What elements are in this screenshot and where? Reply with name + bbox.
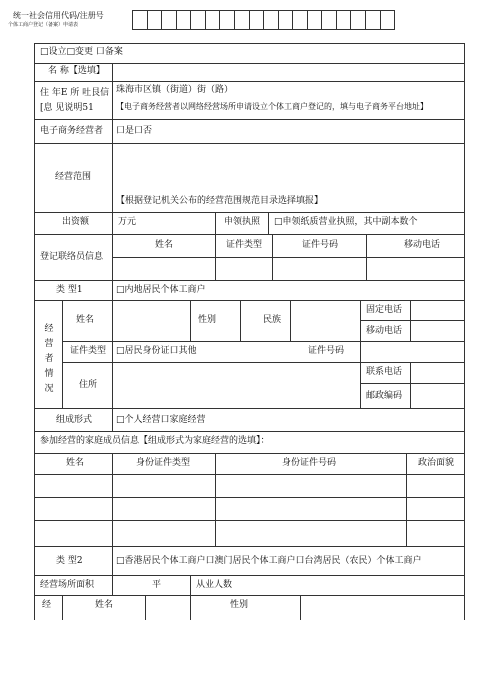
address-note: 【电子商务经营者以网络经营场所申请设立个体工商户登记的，填与电子商务平台地址】 xyxy=(116,102,428,111)
col-line xyxy=(112,453,113,546)
row-line xyxy=(34,81,464,82)
operator-label-char: 者 xyxy=(44,354,54,364)
col-line xyxy=(240,300,241,341)
col-line xyxy=(366,234,367,280)
row-line xyxy=(34,431,464,432)
col-line xyxy=(268,212,269,234)
row-line xyxy=(360,320,464,321)
name-label: 名 称【选填】 xyxy=(48,66,105,76)
col-line xyxy=(190,575,191,595)
operator-label-char: 情 xyxy=(44,369,54,379)
credit-code-cell[interactable] xyxy=(190,11,205,29)
row-line xyxy=(34,497,464,498)
table-border-top xyxy=(34,43,464,44)
capital-label: 出资额 xyxy=(62,217,90,227)
op-name-label: 姓名 xyxy=(76,315,95,325)
org-form-options[interactable]: □个人经营口家庭经营 xyxy=(116,415,206,425)
credit-code-cell[interactable] xyxy=(365,11,380,29)
row-line xyxy=(34,300,464,301)
credit-code-label: 统一社会信用代码/注册号 xyxy=(13,11,104,20)
credit-code-cell[interactable] xyxy=(205,11,220,29)
op-fixed-phone-label: 固定电话 xyxy=(366,305,403,315)
family-col-name: 姓名 xyxy=(66,458,85,468)
col-line xyxy=(215,453,216,546)
row-line xyxy=(34,408,464,409)
area-unit: 平 xyxy=(152,580,162,590)
op-ethnic-label: 民族 xyxy=(263,315,282,325)
type1-label: 类 型1 xyxy=(56,285,83,295)
credit-code-cell[interactable] xyxy=(350,11,365,29)
row-line xyxy=(34,575,464,576)
staff-label: 从业人数 xyxy=(196,580,233,590)
ecommerce-label: 电子商务经营者 xyxy=(40,126,104,136)
family-note: 参加经营的家庭成员信息【组成形式为家庭经营的选填】： xyxy=(40,436,270,446)
row-line xyxy=(34,474,464,475)
credit-code-cell[interactable] xyxy=(307,11,322,29)
row-line xyxy=(360,383,464,384)
col-line xyxy=(145,595,146,620)
row-line xyxy=(34,546,464,547)
row-line xyxy=(112,257,464,258)
ecommerce-options[interactable]: 口是口否 xyxy=(116,126,153,136)
row-line xyxy=(34,143,464,144)
credit-code-cell[interactable] xyxy=(292,11,307,29)
credit-code-cell[interactable] xyxy=(147,11,162,29)
row-line xyxy=(62,362,464,363)
operator-side-label xyxy=(42,322,56,397)
col-line xyxy=(406,453,407,546)
type2-options[interactable]: □香港居民个体工商户口澳门居民个体工商户口台湾居民（农民）个体工商户 xyxy=(116,556,422,566)
address-label: 住 年E 所 吐艮信 xyxy=(40,88,110,98)
area-label: 经营场所面积 xyxy=(40,580,95,590)
family-col-idno: 身份证件号码 xyxy=(282,458,337,468)
operator-label-char: 况 xyxy=(44,384,54,394)
contact-col-idno: 证件号码 xyxy=(302,240,339,250)
org-form-label: 组成形式 xyxy=(56,415,93,425)
operator-label-char: 营 xyxy=(44,339,54,349)
col-line xyxy=(410,362,411,408)
scope-note: 【根据登记机关公布的经营范围规范目录选择填报】 xyxy=(116,196,324,206)
op2-gender-label: 性别 xyxy=(230,600,249,610)
name-input[interactable] xyxy=(114,64,462,80)
change-options[interactable]: □设立□变更 口备案 xyxy=(40,47,123,57)
credit-code-input[interactable] xyxy=(132,10,395,30)
operator-label-char: 经 xyxy=(44,324,54,334)
row-line xyxy=(34,119,464,120)
contact-label: 登记联络员信息 xyxy=(40,252,104,262)
credit-code-cell[interactable] xyxy=(336,11,351,29)
col-line xyxy=(272,234,273,280)
table-border-right xyxy=(464,43,465,620)
contact-col-idtype: 证件类型 xyxy=(226,240,263,250)
col-line xyxy=(410,300,411,341)
credit-code-cell[interactable] xyxy=(161,11,176,29)
credit-code-cell[interactable] xyxy=(219,11,234,29)
op-postcode-label: 邮政编码 xyxy=(366,391,403,401)
family-col-idtype: 身份证件类型 xyxy=(136,458,191,468)
col-line xyxy=(190,595,191,620)
col-line xyxy=(62,300,63,408)
credit-code-cell[interactable] xyxy=(176,11,191,29)
col-line xyxy=(290,300,291,341)
credit-code-cell[interactable] xyxy=(263,11,278,29)
license-label: 申领执照 xyxy=(224,217,261,227)
col-line xyxy=(215,212,216,280)
op-idtype-options[interactable]: □居民身份证口其他 xyxy=(116,346,197,356)
col-line xyxy=(112,63,113,300)
credit-code-cell[interactable] xyxy=(249,11,264,29)
form-title: 个体工商户登记（备案）申请表 xyxy=(8,22,79,28)
op-mobile-label: 移动电话 xyxy=(366,326,403,336)
op-residence-label: 住所 xyxy=(79,380,98,390)
capital-input[interactable]: 万元 xyxy=(118,217,137,227)
credit-code-cell[interactable] xyxy=(380,11,395,29)
op2-side-label: 经 xyxy=(42,600,52,610)
op-idtype-label: 证件类型 xyxy=(70,346,107,356)
row-line xyxy=(34,234,464,235)
family-col-political: 政治面貌 xyxy=(418,458,455,468)
type2-label: 类 型2 xyxy=(56,556,83,566)
col-line xyxy=(62,595,63,620)
credit-code-cell[interactable] xyxy=(133,11,147,29)
op-idno-label: 证件号码 xyxy=(308,346,345,356)
col-line xyxy=(300,595,301,620)
scope-label: 经营范围 xyxy=(55,172,92,182)
address-input[interactable]: 珠海市区镇（街道）街（路） xyxy=(116,85,234,95)
credit-code-cell[interactable] xyxy=(278,11,293,29)
op-contact-phone-label: 联系电话 xyxy=(366,367,403,377)
contact-col-mobile: 移动电话 xyxy=(404,240,441,250)
op-gender-label: 性别 xyxy=(198,315,217,325)
row-line xyxy=(34,453,464,454)
table-border-left xyxy=(34,43,35,620)
row-line xyxy=(34,595,464,596)
col-line xyxy=(360,300,361,408)
col-line xyxy=(112,546,113,595)
credit-code-cell[interactable] xyxy=(234,11,249,29)
row-line xyxy=(34,280,464,281)
col-line xyxy=(112,300,113,432)
type1-option[interactable]: □内地居民个体工商户 xyxy=(116,285,206,295)
contact-col-name: 姓名 xyxy=(155,240,174,250)
license-options[interactable]: □申领纸质营业执照，其中副本数个 xyxy=(274,217,418,227)
row-line xyxy=(62,341,464,342)
op2-name-label: 姓名 xyxy=(95,600,114,610)
row-line xyxy=(34,520,464,521)
row-line xyxy=(34,212,464,213)
credit-code-cell[interactable] xyxy=(321,11,336,29)
address-label-note: [息 见说明51 xyxy=(40,103,94,113)
col-line xyxy=(190,300,191,341)
